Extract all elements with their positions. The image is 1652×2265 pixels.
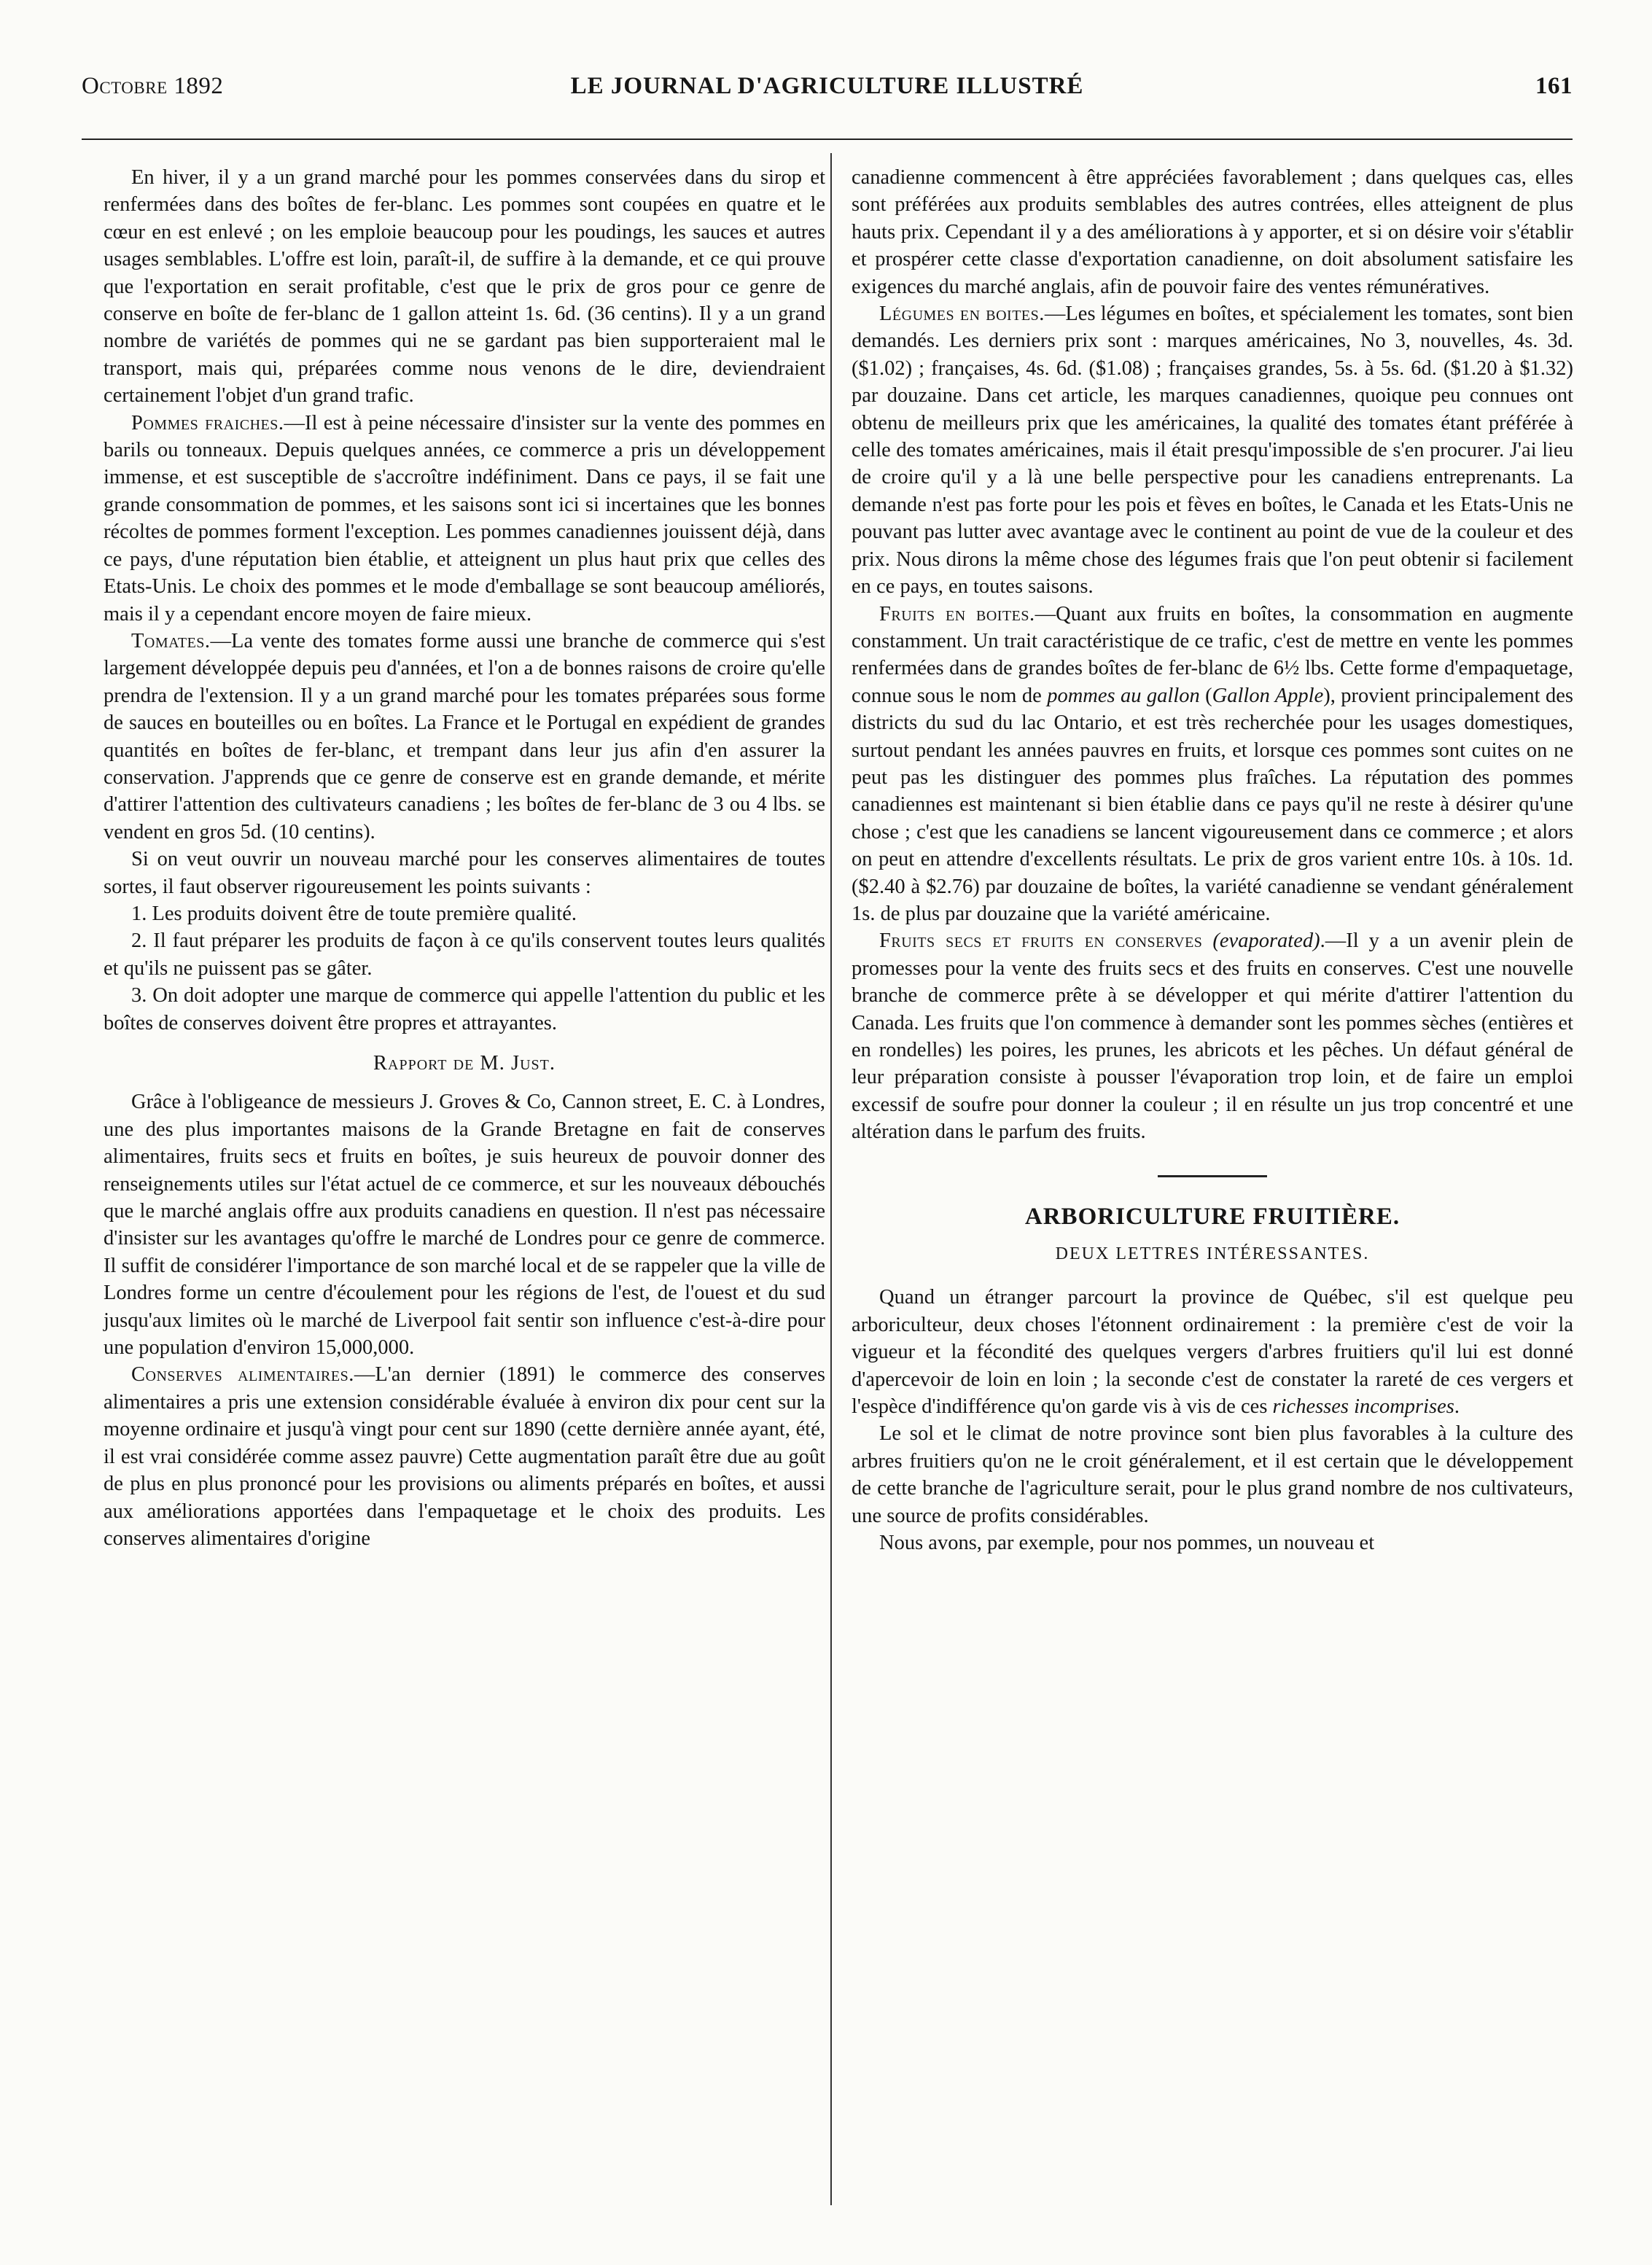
paragraph-body: —Quant aux fruits en boîtes, la consommation en augmente constamment. Un trait caractéristique de ce trafic, c'est de mettre en vente les pommes renfermées dans de grandes boîtes de fer-blanc de 6½ lbs. Cette forme d'empaquetage, connue sous le nom de	[852, 602, 1573, 707]
header-rule	[82, 139, 1573, 140]
paragraph	[852, 927, 1573, 1145]
page-number: 161	[1535, 73, 1573, 99]
paragraph	[852, 601, 1573, 928]
paragraph-lead: Conserves alimentaires.	[131, 1363, 354, 1387]
paragraph	[104, 1361, 825, 1552]
paragraph	[104, 410, 825, 628]
paragraph-body: —Il est à peine nécessaire d'insister sur la vente des pommes en barils ou tonneaux. Depuis quelques années, ce commerce a pris un développement immense, et est susceptible de s'accroître indéfiniment. Dans ce pays, il se fait une grande consommation de pommes, et les saisons sont ici si incertaines que les bonnes récoltes de pommes forment l'exception. Les pommes canadiennes jouissent déjà, dans ce pays, d'une réputation bien établie, et atteignent un plus haut prix que celles des Etats-Unis. Le choix des pommes et le mode d'emballage se sont beaucoup améliorés, mais il y a cependant encore moyen de faire mieux.	[104, 411, 826, 625]
column-divider	[830, 153, 832, 2205]
paragraph	[852, 1284, 1573, 1420]
paragraph-body: ), provient principalement des districts du sud du lac Ontario, et est très recherchée pour les usages domestiques, surtout pendant les années pauvres en fruits, et lorsque ces pommes sont cuites on ne peut pas les distinguer des pommes plus fraîches. La réputation des pommes canadiennes est maintenant si bien établie dans ce pays qu'il ne reste à désirer qu'une chose ; c'est que les canadiens se lancent vigoureusement dans ce commerce ; et alors on peut en attendre d'excellents résultats. Le prix de gros varient entre 10s. à 10s. 1d. ($2.40 à $2.76) par douzaine de boîtes, la variété canadienne se vendant généralement 1s. de plus par douzaine que la variété américaine.	[852, 684, 1573, 925]
paragraph: Grâce à l'obligeance de messieurs J. Groves & Co, Cannon street, E. C. à Londres, une des plus importantes maisons de la Grande Bretagne en fait de conserves alimentaires, fruits secs et fruits en boîtes, je suis heureux de pouvoir donner des renseignements utiles sur l'état actuel de ce commerce, et sur les nouveaux débouchés que le marché anglais offre aux produits canadiens en question. Il n'est pas nécessaire d'insister sur les avantages qu'offre le marché de Londres pour ce genre de commerce. Il suffit de considérer l'importance de son marché local et de se rappeler que la ville de Londres forme un centre d'écoulement pour les régions de l'est, de l'ouest et du sud jusqu'aux limites où le marché de Liverpool fait sentir son influence c'est-à-dire pour une population d'environ 15,000,000.	[104, 1091, 825, 1360]
paragraph	[852, 300, 1573, 600]
paragraph-lead: Légumes en boites.	[879, 303, 1045, 326]
paragraph-body: —La vente des tomates forme aussi une branche de commerce qui s'est largement développée depuis peu d'années, et l'on a de bonnes raisons de croire qu'elle prendra de l'extension. Il y a un grand marché pour les tomates préparées sous forme de sauces en bouteilles ou en boîtes. La France et le Portugal en expédient de grandes quantités en boîtes de fer-blanc, et trempant dans leur jus afin d'en assurer la conservation. J'apprends que ce genre de conserve est en grande demande, et mérite d'attirer l'attention des cultivateurs canadiens ; les boîtes de fer-blanc de 3 ou 4 lbs. se vendent en gros 5d. (10 centins).	[104, 629, 825, 843]
paragraph-body: —Les légumes en boîtes, et spécialement les tomates, sont bien demandés. Les derniers prix sont : marques américaines, No 3, nouvelles, 4s. 3d. ($1.02) ; françaises, 4s. 6d. ($1.08) ; françaises grandes, 5s. à 5s. 6d. ($1.20 à $1.32) par douzaine. Dans cet article, les marques canadiennes, quoique peu connues ont obtenu de meilleurs prix que les américaines, la qualité des tomates étant préférée à celle des tomates américaines, mais il était presqu'impossible de s'en procurer. J'ai lieu de croire qu'il y a là une belle perspective pour les canadiens entreprenants. La demande n'est pas forte pour les pois et fèves en boîtes, le Canada et les Etats-Unis ne pouvant pas lutter avec avantage avec le continent au point de vue de la couleur et des prix. Nous dirons la même chose des légumes frais que l'on peut obtenir si facilement en ce pays, en toutes saisons.	[852, 303, 1574, 599]
paragraph-lead: Fruits secs et fruits en conserves	[879, 929, 1203, 953]
paragraph	[104, 628, 825, 846]
emphasis: pommes au gallon	[1047, 684, 1200, 707]
paragraph-lead: Fruits en boites.	[879, 602, 1035, 625]
paragraph-body: .	[1454, 1395, 1460, 1419]
emphasis: Gallon Apple	[1212, 684, 1324, 707]
paragraph-body: (	[1199, 684, 1212, 707]
paragraph-body: Quand un étranger parcourt la province de Québec, s'il est quelque peu arboriculteur, deux choses l'étonnent ordinairement : la première c'est de voir la vigueur et la fécondité des quelques vergers d'arbres fruitiers qu'il lui est donné d'apercevoir de loin en loin ; la seconde c'est de constater la rareté de ces vergers et l'espèce d'indifférence qu'on garde vis à vis de ces	[852, 1286, 1573, 1419]
section-subtitle: DEUX LETTRES INTÉRESSANTES.	[1055, 1244, 1370, 1264]
paragraph-lead: Pommes fraiches.	[131, 411, 284, 434]
section-separator	[1158, 1175, 1267, 1177]
right-column	[852, 164, 1573, 1557]
left-column	[104, 164, 825, 1552]
requirements-list	[104, 900, 825, 1037]
emphasis: (evaporated)	[1212, 929, 1320, 953]
paragraph: canadienne commencent à être appréciées favorablement ; dans quelques cas, elles sont préférées aux produits semblables des autres contrées, elles atteignent de plus hauts prix. Cependant il y a des améliorations à y apporter, et si on désire voir s'établir et prospérer cette classe d'exportation canadienne, on doit absolument satisfaire les exigences du marché anglais, afin de pouvoir faire des ventes rémunératives.	[852, 166, 1573, 298]
paragraph: Nous avons, par exemple, pour nos pommes, un nouveau et	[879, 1532, 1375, 1555]
paragraph: Si on veut ouvrir un nouveau marché pour les conserves alimentaires de toutes sortes, il faut observer rigoureusement les points suivants :	[104, 848, 825, 898]
paragraph-lead: Tomates.	[131, 629, 211, 652]
section-title: ARBORICULTURE FRUITIÈRE.	[1024, 1203, 1400, 1230]
running-header	[82, 73, 1573, 117]
paragraph: En hiver, il y a un grand marché pour les pommes conservées dans du sirop et renfermées dans des boîtes de fer-blanc. Les pommes sont coupées en quatre et le cœur en est enlevé ; on les emploie beaucoup pour les poudings, les sauces et autres usages semblables. L'offre est loin, paraît-il, de suffire à la demande, et ce qui prouve que l'exportation en serait profitable, c'est que le prix de gros pour ce genre de conserve en boîte de fer-blanc de 1 gallon atteint 1s. 6d. (36 centins). Il y a un grand nombre de variétés de pommes qui ne se gardant pas bien supporteraient mal le transport, mais qui, préparées comme nous venons de le dire, deviendraient certainement l'objet d'un grand trafic.	[104, 166, 825, 408]
paragraph-body: .—Il y a un avenir plein de promesses pour la vente des fruits secs et des fruits en conserves. C'est une nouvelle branche de commerce prête à se développer et qui mérite d'attirer l'attention du Canada. Les fruits que l'on commence à demander sont les pommes sèches (entières et en rondelles) les poires, les prunes, les abricots et les pêches. Un défaut général de leur préparation consiste à pousser l'évaporation trop loin, et de faire un emploi excessif de soufre pour donner la couleur ; il en résulte un jus trop concentré et une altération dans le parfum des fruits.	[852, 929, 1574, 1144]
list-item: 1. Les produits doivent être de toute première qualité.	[131, 902, 577, 925]
section-heading: Rapport de M. Just.	[373, 1052, 556, 1075]
paragraph: Le sol et le climat de notre province sont bien plus favorables à la culture des arbres fruitiers qu'on ne le croit généralement, et il est certain que le développement de cette branche de l'agriculture serait, pour le plus grand nombre de nos cultivateurs, une source de profits considérables.	[852, 1422, 1573, 1527]
header-date: Octobre 1892	[82, 73, 224, 99]
journal-title: LE JOURNAL D'AGRICULTURE ILLUSTRÉ	[570, 73, 1084, 99]
list-item: 3. On doit adopter une marque de commerce qui appelle l'attention du public et les boîtes de conserves doivent être propres et attrayantes.	[104, 984, 825, 1034]
paragraph-body: —L'an dernier (1891) le commerce des conserves alimentaires a pris une extension considérable évaluée à environ dix pour cent sur la moyenne ordinaire et jusqu'à vingt pour cent sur 1890 (cette dernière année ayant, été, il est vrai considérée comme assez pauvre) Cette augmentation paraît être due au goût de plus en plus prononcé pour les provisions ou aliments préparés en boîtes, et aussi aux améliorations apportées dans l'empaquetage et le choix des produits. Les conserves alimentaires d'origine	[104, 1363, 826, 1550]
list-item: 2. Il faut préparer les produits de façon à ce qu'ils conservent toutes leurs qualités et qu'ils ne puissent pas se gâter.	[104, 929, 825, 980]
emphasis: richesses incomprises	[1272, 1395, 1454, 1419]
